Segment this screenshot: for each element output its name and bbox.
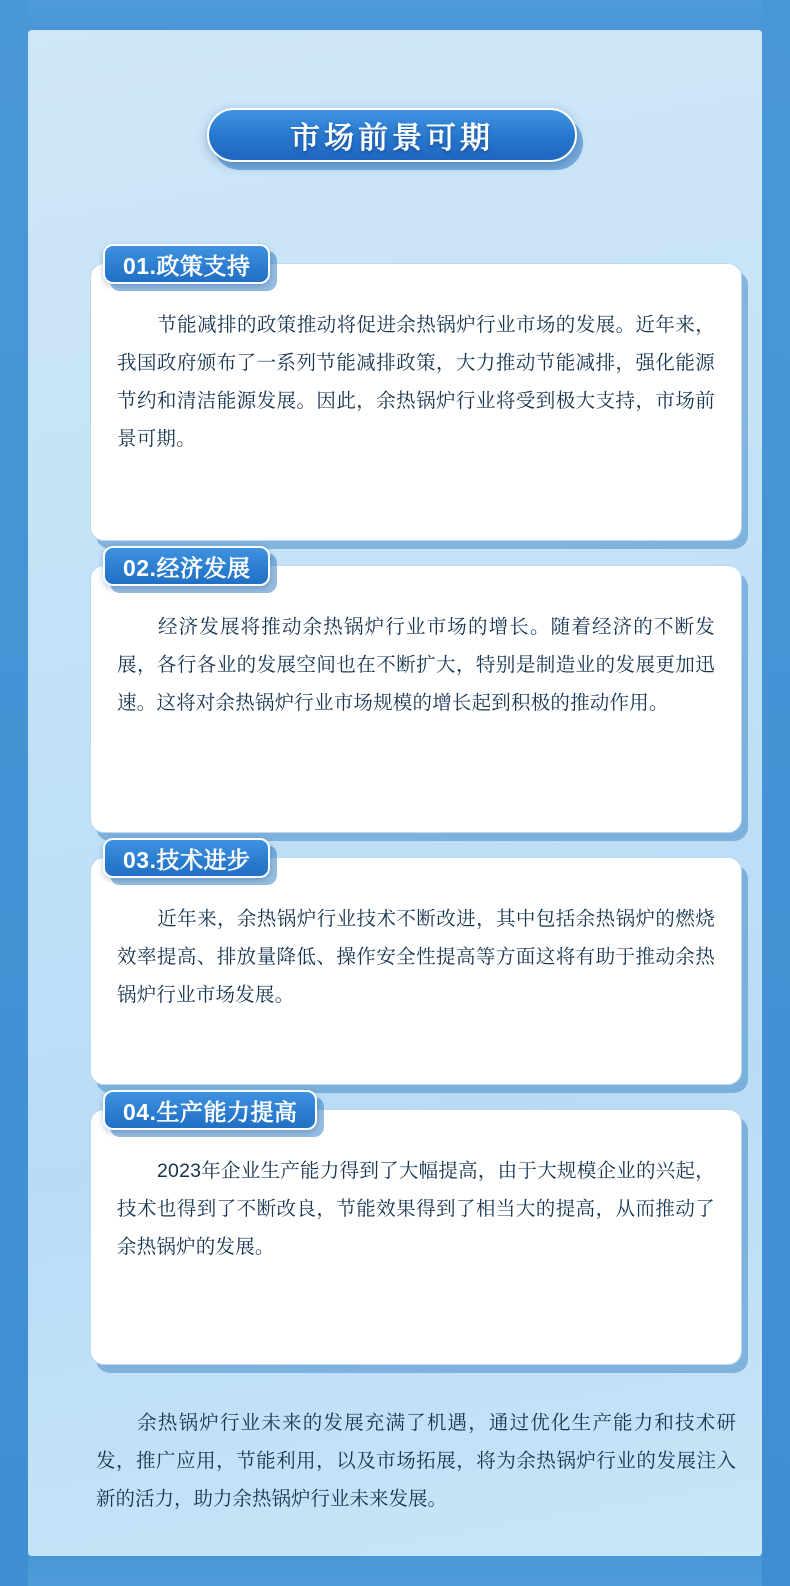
section-label-2: 02.经济发展: [103, 546, 270, 586]
background-band-bottom: [0, 1556, 790, 1586]
section-body-4: [91, 1110, 741, 1292]
section-body-3: [91, 858, 741, 1040]
section-label-wrap-3: [103, 838, 270, 882]
section-body-2: [91, 566, 741, 748]
section-body-1: [91, 264, 741, 484]
section-body-text-4: 2023年企业生产能力得到了大幅提高，由于大规模企业的兴起，技术也得到了不断改良，节能效果得到了相当大的提高，从而推动了余热锅炉的发展。: [117, 1160, 715, 1258]
section-label-1: 01.政策支持: [103, 244, 270, 284]
section-card-1: [90, 252, 742, 541]
page-title: [207, 108, 583, 170]
closing-paragraph: [90, 1404, 742, 1518]
title-pill: [207, 108, 577, 162]
background-band-right: [762, 0, 790, 1586]
section-card-4: [90, 1098, 742, 1365]
closing-text: 余热锅炉行业未来的发展充满了机遇，通过优化生产能力和技术研发，推广应用，节能利用，以及市场拓展，将为余热锅炉行业的发展注入新的活力，助力余热锅炉行业未来发展。: [96, 1412, 736, 1510]
content-panel: [28, 30, 762, 1556]
background-band-left: [0, 0, 28, 1586]
section-body-text-1: 节能减排的政策推动将促进余热锅炉行业市场的发展。近年来，我国政府颁布了一系列节能减排政策，大力推动节能减排，强化能源节约和清洁能源发展。因此，余热锅炉行业将受到极大支持，市场前景可期。: [117, 314, 715, 450]
section-body-text-3: 近年来，余热锅炉行业技术不断改进，其中包括余热锅炉的燃烧效率提高、排放量降低、操作安全性提高等方面这将有助于推动余热锅炉行业市场发展。: [117, 908, 715, 1006]
section-card-2: [90, 554, 742, 833]
background-band-top: [0, 0, 790, 30]
section-label-3: 03.技术进步: [103, 838, 270, 878]
section-body-text-2: 经济发展将推动余热锅炉行业市场的增长。随着经济的不断发展，各行各业的发展空间也在不断扩大，特别是制造业的发展更加迅速。这将对余热锅炉行业市场规模的增长起到积极的推动作用。: [117, 616, 715, 714]
section-label-4: 04.生产能力提高: [103, 1090, 317, 1130]
title-text: 市场前景可期: [290, 122, 494, 155]
section-label-wrap-4: [103, 1090, 317, 1134]
section-card-3: [90, 846, 742, 1085]
section-label-wrap-1: [103, 244, 270, 288]
section-label-wrap-2: [103, 546, 270, 590]
